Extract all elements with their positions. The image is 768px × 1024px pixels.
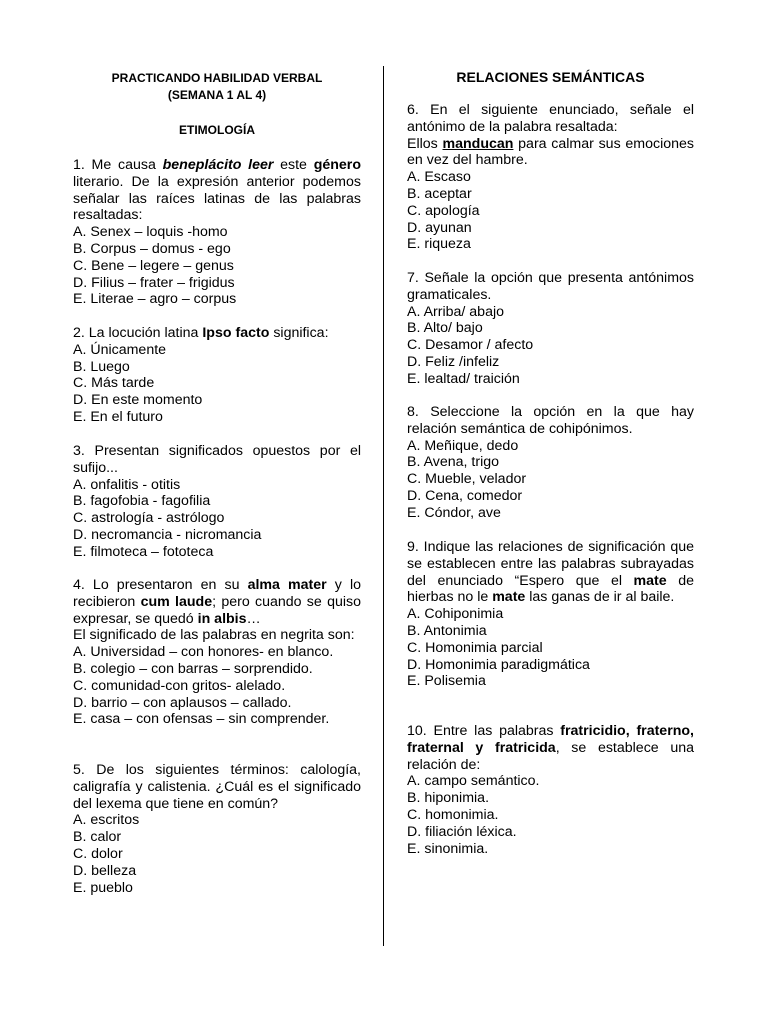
- option-c[interactable]: C. comunidad-con gritos- alelado.: [73, 677, 286, 694]
- option-a[interactable]: A. Meñique, dedo: [407, 437, 519, 454]
- option-d[interactable]: D. Homonimia paradigmática: [407, 656, 590, 673]
- option-a[interactable]: A. Universidad – con honores- en blanco.: [73, 644, 334, 661]
- option-b[interactable]: B. Corpus – domus - ego: [73, 240, 231, 257]
- question-7: [407, 270, 694, 388]
- option-d[interactable]: D. necromancia - nicromancia: [73, 526, 262, 543]
- option-a[interactable]: A. Cohiponimia: [407, 606, 504, 623]
- option-d[interactable]: D. barrio – con aplausos – callado.: [73, 694, 292, 711]
- option-b[interactable]: B. Alto/ bajo: [407, 320, 483, 337]
- highlighted-words: beneplácito leer: [162, 157, 274, 173]
- question-2: [73, 325, 361, 426]
- question-5-stem: 5. De los siguientes términos: calología, caligrafía y calistenia. ¿Cuál es el significado del lexema que tiene en común?: [73, 762, 361, 812]
- option-d[interactable]: D. En este momento: [73, 392, 203, 409]
- option-c[interactable]: C. homonimia.: [407, 806, 499, 823]
- question-8-stem: 8. Seleccione la opción en la que hay relación semántica de cohipónimos.: [407, 404, 694, 437]
- option-d[interactable]: D. ayunan: [407, 219, 472, 236]
- question-4: [73, 577, 361, 728]
- option-d[interactable]: D. Cena, comedor: [407, 487, 523, 504]
- highlighted-words: cum laude: [140, 593, 213, 610]
- option-a[interactable]: A. Escaso: [407, 169, 471, 186]
- option-e[interactable]: E. pueblo: [73, 879, 133, 896]
- section-heading-etimologia: ETIMOLOGÍA: [179, 123, 255, 137]
- option-c[interactable]: C. Homonimia parcial: [407, 639, 543, 656]
- option-d[interactable]: D. filiación léxica.: [407, 823, 517, 840]
- option-b[interactable]: B. Luego: [73, 358, 130, 375]
- option-b[interactable]: B. hiponimia.: [407, 790, 490, 807]
- option-a[interactable]: A. Senex – loquis -homo: [73, 224, 228, 241]
- question-9: [407, 539, 694, 690]
- option-b[interactable]: B. calor: [73, 829, 122, 846]
- question-4-stem: 4. Lo presentaron en su alma mater y lo recibieron cum laude; pero cuando se quiso expresar, se quedó in albis…: [73, 577, 361, 627]
- option-c[interactable]: C. apología: [407, 202, 480, 219]
- option-a[interactable]: A. campo semántico.: [407, 773, 540, 790]
- option-c[interactable]: C. astrología - astrólogo: [73, 510, 225, 527]
- option-e[interactable]: E. lealtad/ traición: [407, 370, 520, 387]
- option-e[interactable]: E. sinonimia.: [407, 840, 489, 857]
- option-c[interactable]: C. Más tarde: [73, 375, 155, 392]
- question-6-stem: 6. En el siguiente enunciado, señale el antónimo de la palabra resaltada:: [407, 102, 694, 135]
- option-a[interactable]: A. Únicamente: [73, 341, 167, 358]
- option-e[interactable]: E. riqueza: [407, 236, 471, 253]
- option-e[interactable]: E. En el futuro: [73, 408, 163, 425]
- option-e[interactable]: E. casa – con ofensas – sin comprender.: [73, 711, 330, 728]
- highlighted-words: fratricidio, fraterno, fraternal y fratricida: [407, 723, 694, 756]
- option-d[interactable]: D. Filius – frater – frigidus: [73, 274, 235, 291]
- highlighted-word: mate: [492, 589, 526, 606]
- section-heading-relaciones: RELACIONES SEMÁNTICAS: [456, 69, 645, 85]
- document-subtitle: (SEMANA 1 AL 4): [167, 88, 267, 102]
- highlighted-words: alma mater: [247, 577, 327, 593]
- option-a[interactable]: A. Arriba/ abajo: [407, 303, 505, 320]
- highlighted-word: género: [313, 157, 361, 173]
- question-1-stem: 1. Me causa beneplácito leer este género literario. De la expresión anterior podemos señalar las raíces latinas de las palabras resaltadas:: [73, 157, 361, 224]
- option-d[interactable]: D. Feliz /infeliz: [407, 353, 500, 370]
- question-5: [73, 762, 361, 896]
- highlighted-words: in albis: [197, 610, 247, 627]
- option-c[interactable]: C. dolor: [73, 845, 123, 862]
- option-c[interactable]: C. Mueble, velador: [407, 471, 527, 488]
- option-e[interactable]: E. filmoteca – fototeca: [73, 543, 214, 560]
- highlighted-words: Ipso facto: [202, 325, 270, 341]
- question-9-stem: 9. Indique las relaciones de significación que se establecen entre las palabras subrayadas del enunciado “Espero que el mate de hierbas no le mate las ganas de ir al baile.: [407, 539, 694, 606]
- option-b[interactable]: B. Antonimia: [407, 622, 487, 639]
- option-c[interactable]: C. Desamor / afecto: [407, 337, 534, 354]
- option-a[interactable]: A. onfalitis - otitis: [73, 476, 181, 493]
- question-10: [407, 723, 694, 857]
- option-b[interactable]: B. fagofobia - fagofilia: [73, 493, 211, 510]
- question-1: [73, 157, 361, 308]
- question-8: [407, 404, 694, 522]
- highlighted-word: mate: [633, 572, 667, 589]
- question-3: [73, 443, 361, 561]
- option-b[interactable]: B. colegio – con barras – sorprendido.: [73, 660, 313, 677]
- document-title: PRACTICANDO HABILIDAD VERBAL: [111, 71, 323, 85]
- option-d[interactable]: D. belleza: [73, 862, 137, 879]
- question-10-stem: 10. Entre las palabras fratricidio, fraterno, fraternal y fratricida, se establece una relación de:: [407, 723, 695, 773]
- question-6: [407, 102, 694, 253]
- option-b[interactable]: B. aceptar: [407, 185, 472, 202]
- option-b[interactable]: B. Avena, trigo: [407, 454, 500, 471]
- question-7-stem: 7. Señale la opción que presenta antónimos gramaticales.: [407, 270, 694, 303]
- question-2-stem: 2. La locución latina Ipso facto significa:: [73, 325, 329, 341]
- question-3-stem: 3. Presentan significados opuestos por el sufijo...: [73, 443, 361, 476]
- highlighted-word: manducan: [442, 135, 514, 152]
- option-a[interactable]: A. escritos: [73, 812, 140, 829]
- option-e[interactable]: E. Literae – agro – corpus: [73, 291, 237, 308]
- option-c[interactable]: C. Bene – legere – genus: [73, 257, 234, 274]
- question-4-prompt: El significado de las palabras en negrita son:: [73, 627, 355, 644]
- column-divider: [383, 66, 384, 946]
- question-6-sentence: Ellos manducan para calmar sus emociones en vez del hambre.: [407, 135, 694, 169]
- option-e[interactable]: E. Polisemia: [407, 673, 486, 690]
- option-e[interactable]: E. Cóndor, ave: [407, 504, 501, 521]
